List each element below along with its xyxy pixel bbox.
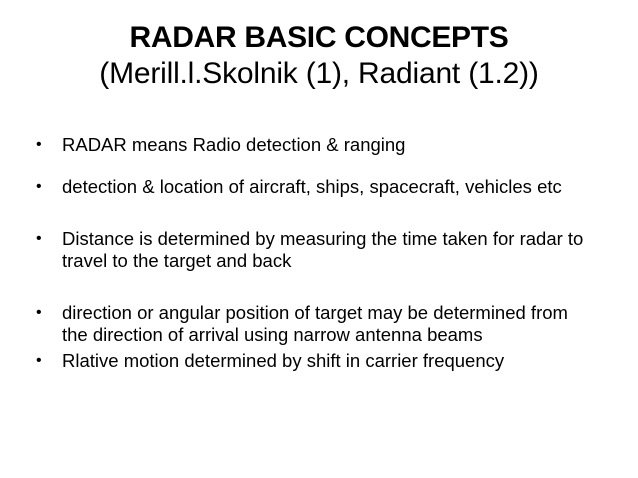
bullet-text: RADAR means Radio detection & ranging	[62, 134, 406, 155]
title-heading: RADAR BASIC CONCEPTS	[129, 21, 509, 54]
bullet-text: Rlative motion determined by shift in carrier frequency	[62, 350, 505, 371]
bullet-item	[36, 176, 596, 198]
title-subheading: (Merill.l.Skolnik (1), Radiant (1.2))	[99, 57, 539, 90]
bullet-item	[36, 228, 596, 272]
bullet-list	[36, 134, 596, 372]
bullet-item	[36, 134, 596, 156]
bullet-icon: •	[36, 304, 42, 321]
bullet-text: detection & location of aircraft, ships, spacecraft, vehicles etc	[62, 176, 562, 197]
bullet-icon: •	[36, 178, 42, 195]
bullet-item	[36, 302, 596, 346]
bullet-icon: •	[36, 136, 42, 153]
slide-title	[0, 20, 638, 92]
bullet-icon: •	[36, 230, 42, 247]
bullet-item	[36, 350, 596, 372]
bullet-text: direction or angular position of target may be determined from the direction of arrival using narrow antenna beams	[62, 302, 568, 345]
bullet-text: Distance is determined by measuring the time taken for radar to travel to the target and back	[62, 228, 584, 271]
bullet-icon: •	[36, 352, 42, 369]
